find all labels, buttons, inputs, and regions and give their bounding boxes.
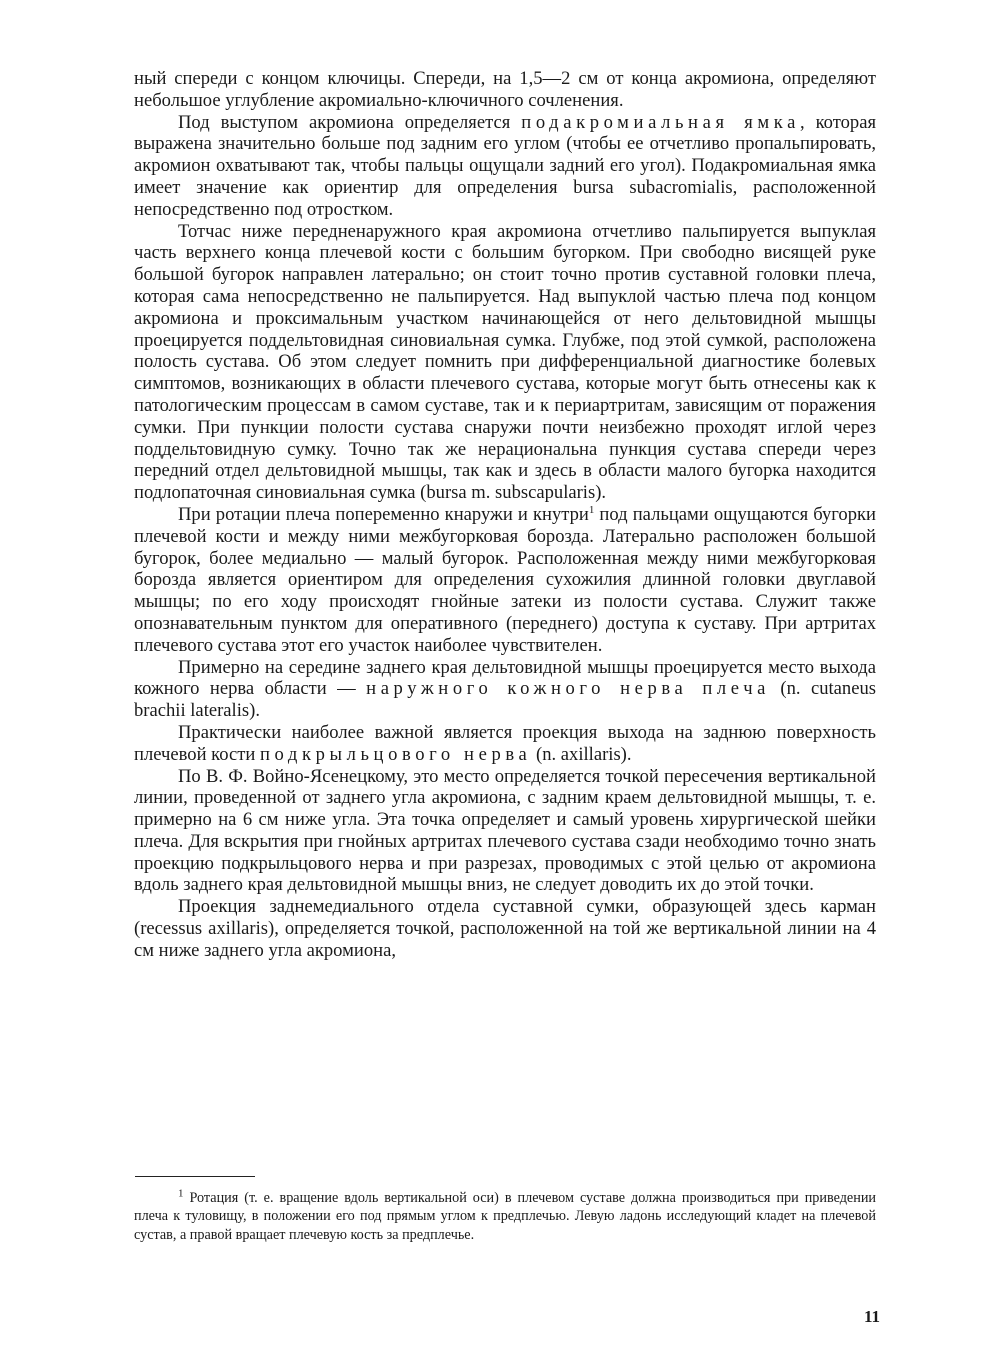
body-paragraph xyxy=(134,221,876,504)
body-paragraph xyxy=(134,896,876,961)
footnote xyxy=(134,1189,876,1244)
spaced-term: наружного кожного нерва плеча xyxy=(366,678,770,700)
page-number: 11 xyxy=(863,1307,880,1326)
spaced-term: подкрыльцового нерва xyxy=(260,743,532,765)
body-paragraph xyxy=(134,722,876,766)
body-paragraph xyxy=(134,68,876,112)
text-run: под пальцами ощущаются бугорки плечевой кости и между ними межбугорковая борозда. Латерально расположен большой бугорок, более медиально — малый бугорок. Расположенная между ними межбугорковая борозда является ориентиром для определения сухожилия длинной головки двуглавой мышцы; по его ходу происходят гнойные затеки из полости сустава. Служит также опознавательным пунктом для оперативного (переднего) доступа к суставу. При артритах плечевого сустава этот его участок наиболее чувствителен. xyxy=(134,503,876,656)
text-run: По В. Ф. Войно-Ясенецкому, это место определяется точкой пересечения вертикальной линии, проведенной от заднего угла акромиона, с задним краем дельтовидной мышцы, т. е. примерно на 6 см ниже угла. Эта точка определяет и самый уровень хирургической шейки плеча. Для вскрытия при гнойных артритах плечевого сустава сзади необходимо точно знать проекцию подкрыльцового нерва и при разрезах, проводимых с этой целью от акромиона вдоль заднего края дельтовидной мышцы вниз, не следует доводить их до этой точки. xyxy=(134,765,876,896)
text-run: При ротации плеча попеременно кнаружи и кнутри xyxy=(178,503,589,525)
spaced-term: подакромиальная ямка xyxy=(521,111,800,133)
text-run: (n. axillaris). xyxy=(531,743,632,765)
text-run: Практически наиболее важной является проекция выхода на заднюю поверхность плечевой кости xyxy=(134,721,876,765)
footnote-reference: 1 xyxy=(588,503,595,516)
text-run: (n. cutaneus brachii lateralis). xyxy=(134,678,876,722)
body-paragraph xyxy=(134,112,876,221)
footnote-divider xyxy=(135,1176,255,1177)
text-run: Тотчас ниже передненаружного края акромиона отчетливо пальпируется выпуклая часть верхнего конца плечевой кости с большим бугорком. При свободно висящей руке большой бугорок направлен латерально; он стоит точно против суставной головки плеча, которая сама непосредственно не пальпируется. Над выпуклой частью плеча под концом акромиона и проксимальным участком начинающейся от него дельтовидной мышцы проецируется поддельтовидная синовиальная сумка. Глубже, под этой сумкой, расположена полость сустава. Об этом следует помнить при дифференциальной диагностике болевых симптомов, возникающих в области плечевого сустава, которые могут быть отнесены как к патологическим процессам в самом суставе, так и к периартритам, зависящим от поражения сумки. При пункции полости сустава снаружи почти неизбежно проходят иглой через поддельтовидную сумку. Точно так же нерациональна пункция сустава спереди через передний отдел дельтовидной мышцы, так как и здесь в области малого бугорка находится подлопаточная синовиальная сумка (bursa m. subscapularis). xyxy=(134,220,876,504)
body-paragraph xyxy=(134,657,876,722)
body-paragraph xyxy=(134,504,876,657)
text-run: ный спереди с концом ключицы. Спереди, на 1,5—2 см от конца акромиона, определяют небольшое углубление акромиально-ключичного сочленения. xyxy=(134,68,876,111)
footnote-marker: 1 xyxy=(178,1187,184,1200)
body-paragraph xyxy=(134,766,876,897)
text-run: , которая выражена значительно больше под задним его углом (чтобы ее отчетливо пропальпировать, акромион охватывают так, чтобы пальцы ощущали задний его угол). Подакромиальная ямка имеет значение как ориентир для определения bursa subacromialis, расположенной непосредственно под отростком. xyxy=(134,111,877,220)
text-run: Примерно на середине заднего края дельтовидной мышцы проецируется место выхода кожного нерва области — xyxy=(134,656,876,700)
text-run: Под выступом акромиона определяется xyxy=(178,111,522,133)
footnote-paragraph xyxy=(134,1189,876,1244)
footnote-text: Ротация (т. е. вращение вдоль вертикальной оси) в плечевом суставе должна производиться при приведении плеча к туловищу, в положении его под прямым углом к предплечью. Левую ладонь исследующий кладет на плечевой сустав, а правой вращает плечевую кость за предплечье. xyxy=(134,1190,876,1243)
text-run: Проекция заднемедиального отдела суставной сумки, образующей здесь карман (recessus axillaris), определяется точкой, расположенной на той же вертикальной линии на 4 см ниже заднего угла акромиона, xyxy=(134,896,876,961)
body-text xyxy=(134,68,876,962)
